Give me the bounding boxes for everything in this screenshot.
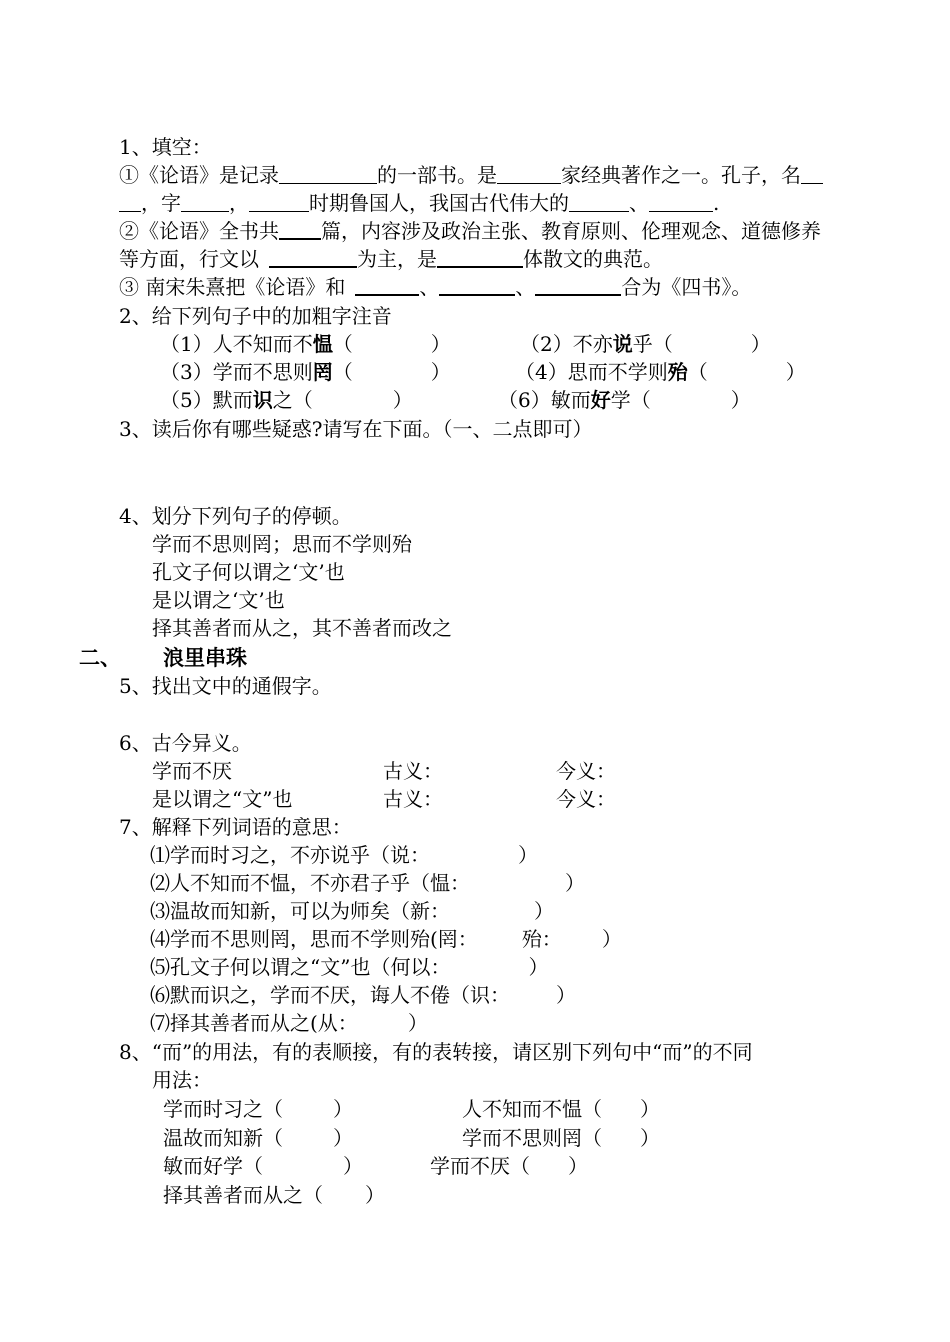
- q7-line: [150, 981, 576, 1009]
- blank[interactable]: [355, 274, 419, 296]
- q1-l3-b: 篇，内容涉及政治主张、教育原则、伦理观念、道德修养: [321, 219, 821, 243]
- q7-text: ⑶温故而知新，可以为师矣（新：: [150, 899, 450, 923]
- q1-l2-b: ，: [229, 191, 249, 215]
- q6-jin-label: 今义：: [556, 759, 616, 783]
- section-number: 二、: [79, 646, 121, 670]
- q8-text: 学而不厌（: [430, 1154, 530, 1178]
- q7-close: ）: [565, 871, 585, 895]
- bold-char: 愠: [312, 332, 333, 356]
- q8-item: [462, 1124, 660, 1152]
- q2-item-text: （: [332, 360, 353, 384]
- q8-item: [430, 1152, 588, 1180]
- q7-line: [150, 869, 585, 897]
- q5-title: 5、找出文中的通假字。: [119, 674, 332, 698]
- q2-item-text: 乎（: [632, 332, 673, 356]
- q7-line: [150, 841, 538, 869]
- q8-text: 人不知而不愠（: [462, 1097, 602, 1121]
- q7-close: ）: [528, 955, 549, 979]
- q2-title: 2、给下列句子中的加粗字注音: [119, 304, 392, 328]
- q8-item: [163, 1124, 353, 1152]
- q6-gu-label: 古义：: [383, 759, 443, 783]
- q1-l2-e: .: [713, 191, 720, 215]
- q1-l3-a: ②《论语》全书共: [119, 219, 279, 243]
- q6-gu-label: 古义：: [383, 787, 443, 811]
- q7-close: ）: [407, 1011, 428, 1035]
- q2-item-close: ）: [430, 332, 451, 356]
- q2-item-close: ）: [785, 360, 806, 384]
- q8-close: ）: [333, 1097, 353, 1121]
- q8-close: ）: [333, 1126, 353, 1150]
- q6-jin-label: 今义：: [556, 787, 616, 811]
- blank[interactable]: [497, 163, 561, 184]
- q2-item-text: （: [332, 332, 353, 356]
- q7-line: [150, 897, 554, 925]
- q8-close: ）: [568, 1154, 588, 1178]
- q6-phrase: 是以谓之“文”也: [152, 787, 293, 811]
- blank[interactable]: [437, 246, 523, 268]
- q7-text: ⑺择其善者而从之(从：: [150, 1011, 358, 1035]
- q1-l5-d: 合为《四书》。: [621, 275, 752, 299]
- q8-item: [163, 1181, 385, 1209]
- q4-sentence: 孔文子何以谓之‘文’也: [152, 560, 345, 584]
- q1-title: 1、填空：: [119, 135, 212, 159]
- bold-char: 说: [612, 332, 633, 356]
- q8-text: 择其善者而从之（: [163, 1183, 323, 1207]
- q1-line1: [119, 161, 823, 189]
- q4-title: 4、划分下列句子的停顿。: [119, 504, 352, 528]
- q1-l2-c: 时期鲁国人，我国古代伟大的: [309, 191, 569, 215]
- q1-l1-a: ①《论语》是记录: [119, 163, 279, 187]
- q2-item-text: （4）思而不学则: [515, 360, 668, 384]
- q4-sentence: 学而不思则罔；思而不学则殆: [152, 532, 412, 556]
- q6-phrase: 学而不厌: [152, 759, 232, 783]
- q8-item: [163, 1095, 353, 1123]
- q1-l1-b: 的一部书。是: [377, 163, 497, 187]
- q8-close: ）: [640, 1126, 660, 1150]
- q8-text: 学而时习之（: [163, 1097, 283, 1121]
- q7-line: [150, 1009, 428, 1037]
- bold-char: 罔: [312, 360, 333, 384]
- q2-item-text: （: [687, 360, 708, 384]
- q2-item-5: [160, 386, 413, 414]
- q8-title: 8、“而”的用法，有的表顺接，有的表转接，请区别下列句中“而”的不同: [119, 1040, 753, 1064]
- blank[interactable]: [279, 163, 377, 184]
- q2-item-2: [520, 330, 771, 358]
- q1-line5: [119, 273, 751, 301]
- q1-l4-b: 为主，是: [357, 247, 437, 271]
- q1-line3: [119, 217, 821, 245]
- q7-text: 殆：: [521, 927, 562, 951]
- q6-title: 6、古今异义。: [119, 731, 252, 755]
- bold-char: 殆: [667, 360, 688, 384]
- blank[interactable]: [801, 163, 823, 184]
- q2-item-4: [515, 358, 806, 386]
- q7-text: ⑸孔文子何以谓之“文”也（何以：: [150, 955, 451, 979]
- q2-item-close: ）: [430, 360, 451, 384]
- bold-char: 识: [252, 388, 273, 412]
- blank[interactable]: [279, 218, 321, 240]
- q1-l5-c: 、: [515, 275, 536, 299]
- blank[interactable]: [569, 191, 629, 212]
- q4-sentence: 是以谓之‘文’也: [152, 588, 285, 612]
- q2-item-close: ）: [750, 332, 771, 356]
- q8-title-cont: 用法：: [152, 1068, 212, 1092]
- q2-item-3: [160, 358, 451, 386]
- q8-close: ）: [365, 1183, 385, 1207]
- q2-item-text: （6）敏而: [498, 388, 591, 412]
- q1-l5-b: 、: [419, 275, 440, 299]
- q2-item-1: [160, 330, 451, 358]
- q7-close: ）: [518, 843, 538, 867]
- q7-title: 7、解释下列词语的意思：: [119, 815, 352, 839]
- q1-l4-a: 等方面，行文以: [119, 247, 259, 271]
- q2-item-6: [498, 386, 751, 414]
- q2-item-text: （3）学而不思则: [160, 360, 313, 384]
- blank[interactable]: [269, 246, 357, 268]
- q3-title: 3、读后你有哪些疑惑?请写在下面。（一、二点即可）: [119, 417, 593, 441]
- q8-text: 敏而好学（: [163, 1154, 263, 1178]
- q8-item: [163, 1152, 363, 1180]
- blank[interactable]: [119, 191, 141, 212]
- q2-item-close: ）: [392, 388, 413, 412]
- q7-text: ⑴学而时习之，不亦说乎（说：: [150, 843, 430, 867]
- q7-close: ）: [601, 927, 622, 951]
- q1-line4: [119, 245, 663, 273]
- q4-sentence: 择其善者而从之，其不善者而改之: [152, 616, 452, 640]
- bold-char: 好: [590, 388, 611, 412]
- blank[interactable]: [439, 274, 515, 296]
- blank[interactable]: [249, 191, 309, 212]
- blank[interactable]: [535, 274, 621, 296]
- q2-item-text: （2）不亦: [520, 332, 613, 356]
- blank[interactable]: [649, 191, 713, 212]
- q2-item-text: （1）人不知而不: [160, 332, 313, 356]
- q1-l1-c: 家经典著作之一。孔子，名: [561, 163, 801, 187]
- q7-line: [150, 953, 548, 981]
- q1-l2-d: 、: [629, 191, 649, 215]
- q2-item-close: ）: [730, 388, 751, 412]
- q7-close: ）: [556, 983, 576, 1007]
- q7-text: ⑵人不知而不愠，不亦君子乎（愠：: [150, 871, 470, 895]
- q8-text: 温故而知新（: [163, 1126, 283, 1150]
- q7-line: [150, 925, 622, 953]
- q8-close: ）: [640, 1097, 660, 1121]
- q2-item-text: 学（: [610, 388, 651, 412]
- q2-item-text: 之（: [272, 388, 313, 412]
- section-title: 浪里串珠: [163, 646, 247, 670]
- q1-l5-a: ③ 南宋朱熹把《论语》和: [119, 275, 346, 299]
- q8-text: 学而不思则罔（: [462, 1126, 602, 1150]
- q1-l4-c: 体散文的典范。: [523, 247, 663, 271]
- q7-text: ⑷学而不思则罔，思而不学则殆(罔：: [150, 927, 478, 951]
- q8-item: [462, 1095, 660, 1123]
- q7-close: ）: [534, 899, 554, 923]
- q1-line2: [119, 189, 719, 217]
- q7-text: ⑹默而识之，学而不厌，诲人不倦（识：: [150, 983, 510, 1007]
- q8-close: ）: [343, 1154, 363, 1178]
- blank[interactable]: [181, 191, 229, 212]
- q2-item-text: （5）默而: [160, 388, 253, 412]
- q1-l2-a: ，字: [141, 191, 181, 215]
